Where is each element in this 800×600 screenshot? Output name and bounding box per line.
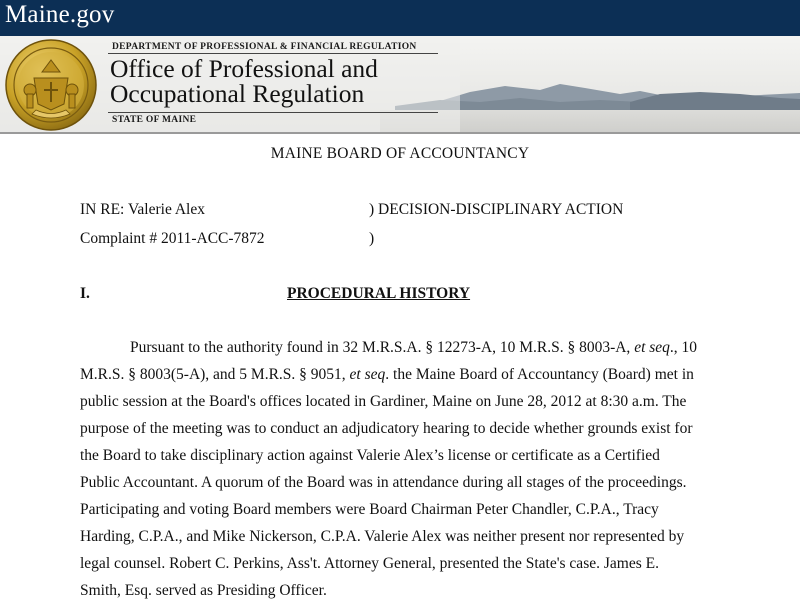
- maine-state-seal-icon: [4, 38, 98, 132]
- paragraph-line: the Board to take disciplinary action against Valerie Alex’s license or certificate as a Certified: [80, 447, 660, 464]
- top-bar: [0, 0, 800, 36]
- paragraph-line: purpose of the meeting was to conduct an adjudicatory hearing to decide whether grounds exist for: [80, 420, 693, 437]
- paragraph-line: legal counsel. Robert C. Perkins, Ass't. Attorney General, presented the State's case. James E.: [80, 555, 659, 572]
- caption-decision: ) DECISION-DISCIPLINARY ACTION: [369, 201, 624, 218]
- paragraph-line: Pursuant to the authority found in 32 M.R.S.A. § 12273-A, 10 M.R.S. § 8003-A, et seq., 10: [130, 339, 698, 356]
- department-name: DEPARTMENT OF PROFESSIONAL & FINANCIAL REGULATION: [112, 42, 417, 52]
- paragraph-line: Participating and voting Board members were Board Chairman Peter Chandler, C.P.A., Tracy: [80, 501, 659, 518]
- paragraph-line: Public Accountant. A quorum of the Board was in attendance during all stages of the proceedings.: [80, 474, 687, 491]
- paragraph-line: Smith, Esq. served as Presiding Officer.: [80, 582, 327, 599]
- agency-banner: [0, 36, 800, 132]
- paragraph-line: Harding, C.P.A., and Mike Nickerson, C.P.A. Valerie Alex was neither present nor represented by: [80, 528, 685, 545]
- section-title: PROCEDURAL HISTORY: [287, 285, 471, 302]
- banner-rule-bottom: [108, 112, 438, 113]
- office-title-line-1: Office of Professional and: [110, 54, 378, 83]
- document-body: [0, 134, 800, 600]
- caption-complaint-number: Complaint # 2011-ACC-7872: [80, 230, 265, 247]
- caption-paren: ): [369, 230, 375, 247]
- board-title: MAINE BOARD OF ACCOUNTANCY: [270, 145, 530, 162]
- caption-in-re: IN RE: Valerie Alex: [80, 201, 205, 218]
- paragraph-line: M.R.S. § 8003(5-A), and 5 M.R.S. § 9051, et seq. the Maine Board of Accountancy (Board) met in: [80, 366, 694, 383]
- paragraph-line: public session at the Board's offices located in Gardiner, Maine on June 28, 2012 at 8:30 a.m. The: [80, 393, 687, 410]
- office-title[interactable]: [110, 56, 378, 106]
- section-number: I.: [80, 285, 90, 302]
- maine-gov-home-link[interactable]: Maine.gov: [5, 1, 115, 28]
- state-name: STATE OF MAINE: [112, 115, 197, 125]
- office-title-line-2: Occupational Regulation: [110, 79, 365, 108]
